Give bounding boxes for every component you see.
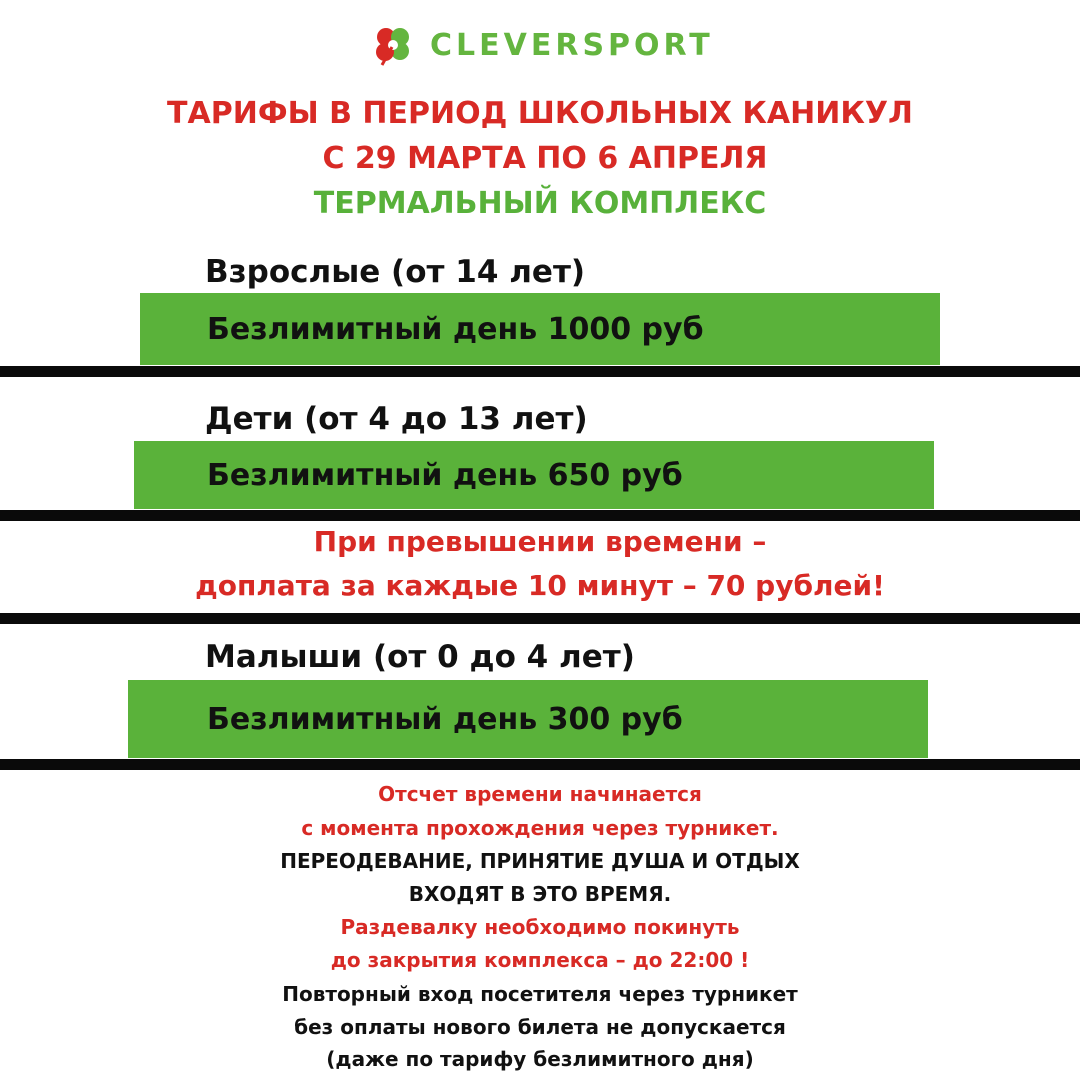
divider-bar: [0, 759, 1080, 770]
tariff-category-adults: Взрослые (от 14 лет): [205, 254, 586, 290]
note-line-2: с момента прохождения через турникет.: [301, 816, 779, 840]
brand-logo: [370, 16, 714, 76]
note-line-3: ПЕРЕОДЕВАНИЕ, ПРИНЯТИЕ ДУША И ОТДЫХ: [280, 849, 800, 873]
note-line-9: (даже по тарифу безлимитного дня): [326, 1047, 754, 1071]
overtime-line-2: доплата за каждые 10 минут – 70 рублей!: [195, 569, 885, 602]
note-line-8: без оплаты нового билета не допускается: [294, 1015, 786, 1039]
note-line-7: Повторный вход посетителя через турникет: [282, 982, 798, 1006]
header-line-1: ТАРИФЫ В ПЕРИОД ШКОЛЬНЫХ КАНИКУЛ: [167, 96, 913, 131]
tariff-category-children: Дети (от 4 до 13 лет): [205, 401, 588, 437]
note-line-6: до закрытия комплекса – до 22:00 !: [330, 948, 750, 972]
divider-bar: [0, 613, 1080, 624]
overtime-line-1: При превышении времени –: [313, 525, 767, 558]
header-line-3: ТЕРМАЛЬНЫЙ КОМПЛЕКС: [313, 186, 767, 221]
tariff-offer-toddlers: Безлимитный день 300 руб: [207, 702, 683, 737]
tariff-offer-adults: Безлимитный день 1000 руб: [207, 312, 704, 347]
brand-name: CLEVERSPORT: [430, 28, 714, 63]
note-line-1: Отсчет времени начинается: [378, 782, 702, 806]
tariff-offer-children: Безлимитный день 650 руб: [207, 458, 683, 493]
header-line-2: С 29 МАРТА ПО 6 АПРЕЛЯ: [322, 141, 768, 176]
divider-bar: [0, 366, 1080, 377]
tariff-category-toddlers: Малыши (от 0 до 4 лет): [205, 639, 635, 675]
note-line-4: ВХОДЯТ В ЭТО ВРЕМЯ.: [408, 882, 672, 906]
clover-logo-icon: [370, 23, 416, 69]
note-line-5: Раздевалку необходимо покинуть: [340, 915, 740, 939]
